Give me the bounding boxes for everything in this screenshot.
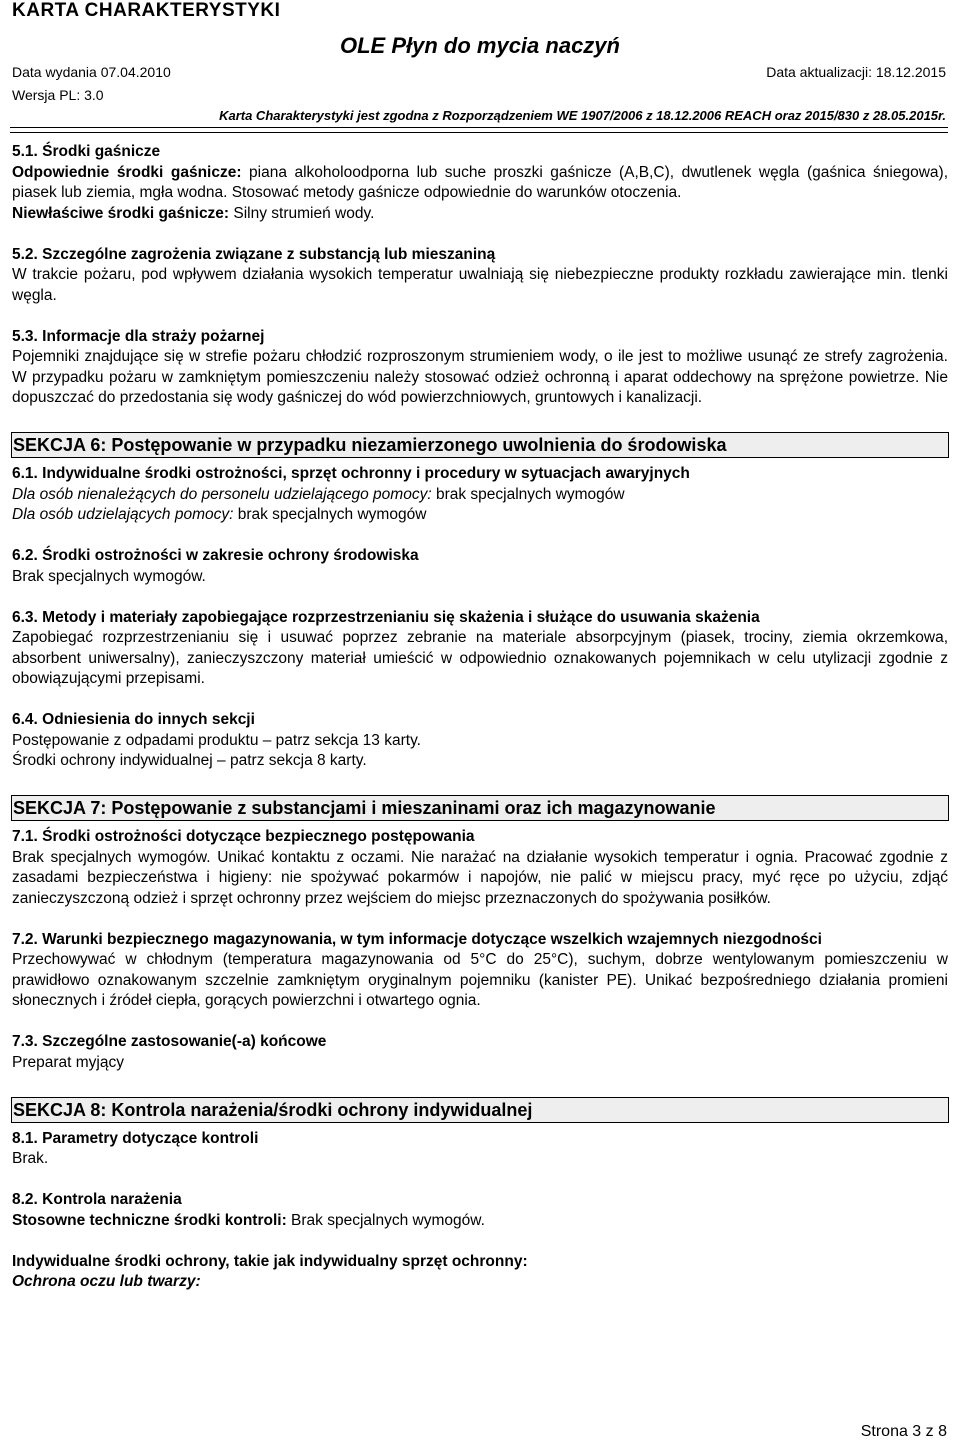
subsection-heading: Indywidualne środki ochrony, takie jak indywidualny sprzęt ochronny: xyxy=(12,1252,528,1270)
text: brak specjalnych wymogów xyxy=(431,485,625,503)
text: Silny strumień wody. xyxy=(229,204,375,222)
compliance-note: Karta Charakterystyki jest zgodna z Rozporządzeniem WE 1907/2006 z 18.12.2006 REACH oraz 2015/830 z 28.05.2015r. xyxy=(219,108,946,123)
section-title: SEKCJA 6: Postępowanie w przypadku niezamierzonego uwolnienia do środowiska xyxy=(11,432,949,458)
subsection-heading: 7.2. Warunki bezpiecznego magazynowania, w tym informacje dotyczące wszelkich wzajemnych niezgodności xyxy=(12,930,822,948)
text: piana alkoholoodporna lub suche proszki gaśnicze (A,B,C), dwutlenek węgla (gaśnica śniegowa), piasek lub ziemia, mgła wodna. Stosować metody gaśnicze odpowiednie do warunków otoczenia. xyxy=(12,163,948,201)
paragraph: Preparat myjący xyxy=(12,1053,124,1071)
subsection-heading: 6.4. Odniesienia do innych sekcji xyxy=(12,711,255,728)
label: Dla osób udzielających pomocy: xyxy=(12,506,234,523)
text: brak specjalnych wymogów xyxy=(233,506,427,523)
paragraph: Brak specjalnych wymogów. Unikać kontaktu z oczami. Nie narażać na działanie wysokich temperatur i ognia. Pracować zgodnie z zasadami bezpieczeństwa i higieny: nie spożywać pokarmów i napojów, nie palić w miejscu pracy, myć ręce po użyciu, zdjąć zanieczyszczoną odzież i sprzęt ochronny przez wejściem do miejsc przeznaczonych do spożywania posiłków. xyxy=(12,848,948,907)
label: Odpowiednie środki gaśnicze: xyxy=(12,163,242,181)
subsection-heading: 6.1. Indywidualne środki ostrożności, sprzęt ochronny i procedury w sytuacjach awaryjnych xyxy=(12,465,690,482)
paragraph xyxy=(12,485,948,506)
subsection-heading: 7.3. Szczególne zastosowanie(-a) końcowe xyxy=(12,1033,327,1050)
subsection-heading: 8.1. Parametry dotyczące kontroli xyxy=(12,1129,259,1147)
document-type-title: KARTA CHARAKTERYSTYKI xyxy=(12,0,281,21)
paragraph xyxy=(12,163,948,204)
product-name: OLE Płyn do mycia naczyń xyxy=(340,33,620,58)
version: Wersja PL: 3.0 xyxy=(12,87,104,103)
subsection-heading: 6.2. Środki ostrożności w zakresie ochrony środowiska xyxy=(12,547,419,564)
subsection-heading: 5.1. Środki gaśnicze xyxy=(12,143,161,160)
paragraph: Zapobiegać rozprzestrzenianiu się i usuwać poprzez zebranie na materiale absorpcyjnym (piasek, trociny, ziemia okrzemkowa, absorbent uniwersalny), zanieczyszczony materiał umieścić w odpowiednio oznakowanych pojemnikach w celu utylizacji zgodnie z obowiązującymi przepisami. xyxy=(12,629,948,687)
subsection-heading: 8.2. Kontrola narażenia xyxy=(12,1191,182,1208)
text: Brak specjalnych wymogów. xyxy=(286,1211,485,1229)
document-body xyxy=(12,142,948,1293)
paragraph: Pojemniki znajdujące się w strefie pożaru chłodzić rozproszonym strumieniem wody, o ile jest to możliwe usunąć ze strefy zagrożenia. W przypadku pożaru w zamkniętym pomieszczeniu należy stosować odzież ochronną i aparat oddechowy na sprężone powietrze. Nie dopuszczać do przedostania się wody gaśniczej do wód powierzchniowych, gruntowych i kanalizacji. xyxy=(12,348,948,406)
paragraph: Brak. xyxy=(12,1150,49,1167)
subsection-heading: 5.2. Szczególne zagrożenia związane z substancją lub mieszaniną xyxy=(12,245,496,263)
subsection-heading: Ochrona oczu lub twarzy: xyxy=(12,1273,201,1290)
header-divider xyxy=(10,132,948,133)
label: Niewłaściwe środki gaśnicze: xyxy=(12,204,230,222)
paragraph: Brak specjalnych wymogów. xyxy=(12,567,206,585)
subsection-heading: 7.1. Środki ostrożności dotyczące bezpiecznego postępowania xyxy=(12,828,475,845)
update-date: Data aktualizacji: 18.12.2015 xyxy=(766,64,946,80)
label: Dla osób nienależących do personelu udzielającego pomocy: xyxy=(12,485,432,503)
paragraph: Przechowywać w chłodnym (temperatura magazynowania od 5°C do 25°C), suchym, dobrze wentylowanym pomieszczeniu w prawidłowo oznakowanym szczelnie zamkniętym oryginalnym pojemniku (kanister PE). Unikać bezpośredniego działania promieni słonecznych i źródeł ciepła, gorących powierzchni i otwartego ognia. xyxy=(12,951,948,1009)
paragraph xyxy=(12,505,948,526)
page-number: Strona 3 z 8 xyxy=(860,1423,947,1440)
paragraph: Środki ochrony indywidualnej – patrz sekcja 8 karty. xyxy=(12,752,367,769)
paragraph xyxy=(12,204,948,225)
paragraph: W trakcie pożaru, pod wpływem działania wysokich temperatur uwalniają się niebezpieczne produkty rozkładu zawierające min. tlenki węgla. xyxy=(12,266,948,304)
label: Stosowne techniczne środki kontroli: xyxy=(12,1211,287,1229)
section-title: SEKCJA 7: Postępowanie z substancjami i mieszaninami oraz ich magazynowanie xyxy=(11,795,949,821)
paragraph xyxy=(12,1211,948,1232)
subsection-heading: 6.3. Metody i materiały zapobiegające rozprzestrzenianiu się skażenia i służące do usuwania skażenia xyxy=(12,608,760,626)
paragraph: Postępowanie z odpadami produktu – patrz sekcja 13 karty. xyxy=(12,731,421,749)
subsection-heading: 5.3. Informacje dla straży pożarnej xyxy=(12,327,265,345)
header-divider xyxy=(10,127,948,128)
section-title: SEKCJA 8: Kontrola narażenia/środki ochrony indywidualnej xyxy=(11,1097,949,1123)
issue-date: Data wydania 07.04.2010 xyxy=(12,64,171,80)
